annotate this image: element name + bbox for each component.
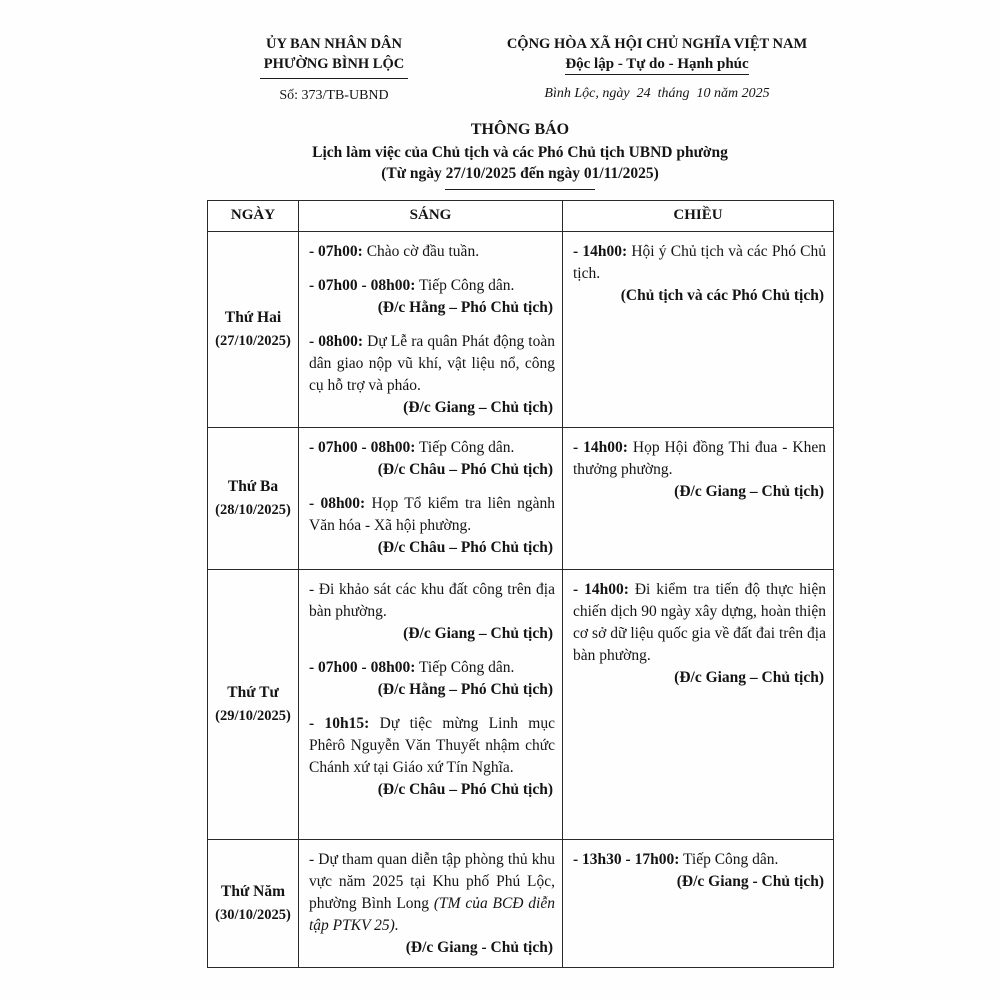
entry-time: - 14h00:	[573, 438, 628, 456]
day-cell	[208, 427, 299, 569]
assignee-label: (Đ/c Châu – Phó Chủ tịch)	[377, 460, 553, 478]
day-name: Thứ Năm	[221, 882, 285, 900]
assignee-label: (Đ/c Châu – Phó Chủ tịch)	[377, 538, 553, 556]
schedule-table-body	[208, 231, 834, 967]
schedule-entry	[309, 713, 555, 801]
entry-text: - 14h00: Họp Hội đồng Thi đua - Khen thưởng phường.	[573, 438, 826, 478]
notice-document	[207, 0, 833, 968]
day-date: (30/10/2025)	[215, 906, 291, 923]
entry-text-italic: (TM của BCĐ diễn tập PTKV 25).	[309, 894, 555, 934]
entry-time: - 10h15:	[309, 714, 370, 732]
table-row	[208, 569, 834, 839]
entry-time: - 07h00 - 08h00:	[309, 658, 416, 676]
entry-text: - 07h00: Chào cờ đầu tuần.	[309, 242, 480, 260]
entry-time: - 13h30 - 17h00:	[573, 850, 680, 868]
day-date: (29/10/2025)	[215, 707, 291, 724]
entry-text: - 10h15: Dự tiệc mừng Linh mục Phêrô Nguyễn Văn Thuyết nhậm chức Chánh xứ tại Giáo xứ Tín Nghĩa.	[309, 714, 555, 776]
entry-text: - Đi khảo sát các khu đất công trên địa bàn phường.	[309, 580, 555, 620]
morning-cell	[299, 231, 563, 427]
day-cell	[208, 231, 299, 427]
morning-cell	[299, 569, 563, 839]
assignee-label: (Đ/c Giang - Chủ tịch)	[676, 872, 824, 890]
place-and-date: Bình Lộc, ngày 24 tháng 10 năm 2025	[544, 86, 770, 102]
schedule-table	[207, 200, 834, 968]
day-cell	[208, 839, 299, 967]
schedule-entry	[573, 241, 826, 307]
document-subject: Lịch làm việc của Chủ tịch và các Phó Chủ tịch UBND phường	[312, 143, 728, 161]
document-type-title: THÔNG BÁO	[470, 120, 570, 138]
day-date: (28/10/2025)	[215, 501, 291, 518]
table-row	[208, 427, 834, 569]
day-name: Thứ Ba	[227, 477, 279, 495]
column-header-day: NGÀY	[208, 200, 299, 231]
schedule-period: (Từ ngày 27/10/2025 đến ngày 01/11/2025)	[381, 164, 659, 182]
afternoon-cell	[563, 427, 834, 569]
entry-time: - 07h00:	[309, 242, 363, 260]
assignee-label: (Đ/c Châu – Phó Chủ tịch)	[377, 780, 553, 798]
schedule-entry	[573, 579, 826, 689]
entry-text: - 07h00 - 08h00: Tiếp Công dân.	[309, 658, 515, 676]
entry-text: - 07h00 - 08h00: Tiếp Công dân.	[309, 276, 515, 294]
org-name-line2: PHƯỜNG BÌNH LỘC	[263, 56, 405, 73]
entry-time: - 08h00:	[309, 494, 366, 512]
afternoon-cell	[563, 231, 834, 427]
schedule-entry	[309, 275, 555, 319]
morning-cell	[299, 839, 563, 967]
assignee-label: (Đ/c Giang - Chủ tịch)	[405, 938, 553, 956]
day-cell	[208, 569, 299, 839]
schedule-entry	[309, 849, 555, 959]
org-underline-rule	[260, 78, 408, 79]
entry-text: - 08h00: Họp Tổ kiểm tra liên ngành Văn hóa - Xã hội phường.	[309, 494, 556, 534]
entry-time: - 14h00:	[573, 242, 628, 260]
title-underline-rule	[445, 189, 595, 190]
column-header-morning: SÁNG	[299, 200, 563, 231]
schedule-entry	[573, 437, 826, 503]
afternoon-cell	[563, 839, 834, 967]
title-block	[207, 121, 833, 190]
document-number: Số: 373/TB-UBND	[279, 87, 389, 103]
entry-text: - Dự tham quan diễn tập phòng thủ khu vực năm 2025 tại Khu phố Phú Lộc, phường Bình Long (TM của BCĐ diễn tập PTKV 25).	[309, 850, 555, 934]
morning-cell	[299, 427, 563, 569]
assignee-label: (Đ/c Hằng – Phó Chủ tịch)	[377, 298, 553, 316]
day-date: (27/10/2025)	[215, 332, 291, 349]
entry-time: - 07h00 - 08h00:	[309, 276, 416, 294]
assignee-label: (Đ/c Giang – Chủ tịch)	[403, 624, 553, 642]
entry-text: - 14h00: Đi kiểm tra tiến độ thực hiện chiến dịch 90 ngày xây dựng, hoàn thiện cơ sở dữ liệu quốc gia về đất đai trên địa bàn phường.	[573, 580, 826, 664]
table-header-row	[208, 200, 834, 231]
entry-text: - 07h00 - 08h00: Tiếp Công dân.	[309, 438, 515, 456]
schedule-entry	[309, 493, 555, 559]
document-header	[207, 34, 833, 104]
day-name: Thứ Hai	[224, 308, 282, 326]
assignee-label: (Đ/c Giang – Chủ tịch)	[674, 482, 824, 500]
column-header-afternoon: CHIỀU	[563, 200, 834, 231]
national-motto-line1: CỘNG HÒA XÃ HỘI CHỦ NGHĨA VIỆT NAM	[506, 36, 808, 52]
entry-time: - 07h00 - 08h00:	[309, 438, 416, 456]
day-name: Thứ Tư	[227, 683, 279, 701]
assignee-label: (Chủ tịch và các Phó Chủ tịch)	[620, 286, 824, 304]
afternoon-cell	[563, 569, 834, 839]
entry-time: - 08h00:	[309, 332, 364, 350]
entry-text: - 08h00: Dự Lễ ra quân Phát động toàn dân giao nộp vũ khí, vật liệu nổ, công cụ hỗ trợ và pháo.	[309, 332, 555, 394]
schedule-entry	[309, 331, 555, 419]
national-motto-line2: Độc lập - Tự do - Hạnh phúc	[565, 56, 748, 75]
entry-text: - 14h00: Hội ý Chủ tịch và các Phó Chủ tịch.	[573, 242, 827, 282]
entry-text: - 13h30 - 17h00: Tiếp Công dân.	[573, 850, 779, 868]
entry-time: - 14h00:	[573, 580, 629, 598]
assignee-label: (Đ/c Giang – Chủ tịch)	[674, 668, 824, 686]
schedule-entry	[309, 579, 555, 645]
schedule-entry	[309, 657, 555, 701]
national-header-block	[485, 34, 829, 102]
org-name-line1: ỦY BAN NHÂN DÂN	[265, 36, 402, 52]
assignee-label: (Đ/c Giang – Chủ tịch)	[403, 398, 553, 416]
schedule-entry	[573, 849, 826, 893]
issuing-org-block	[233, 34, 435, 104]
table-row	[208, 231, 834, 427]
assignee-label: (Đ/c Hằng – Phó Chủ tịch)	[377, 680, 553, 698]
schedule-entry	[309, 241, 555, 263]
schedule-entry	[309, 437, 555, 481]
table-row	[208, 839, 834, 967]
